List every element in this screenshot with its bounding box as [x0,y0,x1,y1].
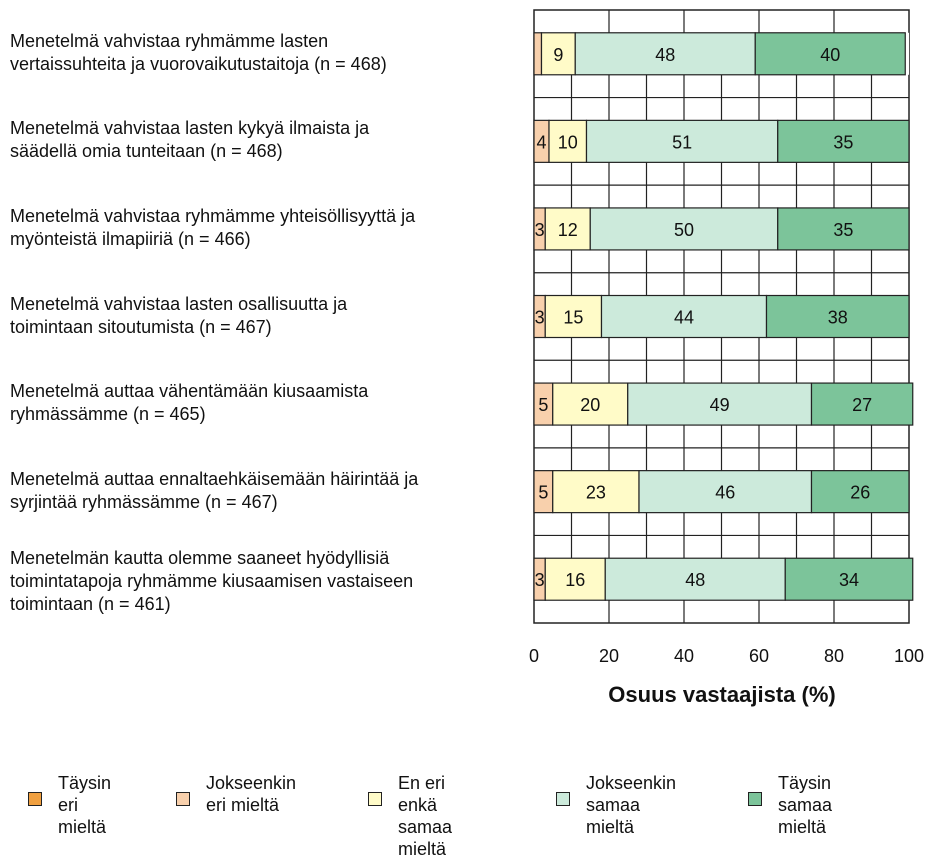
category-label-line: Menetelmä vahvistaa lasten osallisuutta ja [10,293,348,314]
data-label: 20 [580,395,601,416]
x-axis-ticks [529,646,924,666]
legend-label-line: samaa mieltä [778,795,833,837]
legend-label-line: samaa mieltä [398,817,453,859]
data-label: 12 [557,219,578,240]
category-label-line: toimintaan (n = 461) [10,593,171,614]
data-label: 48 [655,44,676,65]
category-label [10,468,510,514]
category-label-line: Menetelmä vahvistaa ryhmämme yhteisöllisyyttä ja [10,205,416,226]
data-label: 50 [673,219,695,240]
data-label: 38 [827,307,848,328]
legend-swatch [748,792,762,806]
category-label-line: Menetelmä auttaa vähentämään kiusaamista [10,381,369,402]
category-label [10,30,510,76]
category-label-line: toimintaan sitoutumista (n = 467) [10,316,272,337]
category-label-line: syrjintää ryhmässämme (n = 467) [10,491,278,512]
data-label: 9 [553,44,564,65]
legend-label [206,772,296,816]
legend-label [58,772,111,838]
legend-swatch [556,792,570,806]
data-label: 3 [534,219,545,240]
data-label: 27 [852,395,873,416]
x-tick-label: 40 [673,646,695,666]
category-label-line: toimintatapoja ryhmämme kiusaamisen vastaiseen [10,570,414,591]
data-label: 3 [534,570,545,591]
x-axis-title: Osuus vastaajista (%) [608,682,836,707]
category-label-line: säädellä omia tunteitaan (n = 468) [10,141,283,162]
legend-label-line: Jokseenkin [206,773,297,793]
category-label-line: myönteistä ilmapiiriä (n = 466) [10,228,251,249]
x-tick-label: 20 [598,646,620,666]
data-label: 40 [820,44,841,65]
data-label: 23 [585,482,606,503]
data-label: 15 [563,307,584,328]
legend-label-line: eri mieltä [206,795,280,815]
data-label: 35 [833,132,854,153]
category-label-line: vertaissuhteita ja vuorovaikutustaitoja (n = 468) [10,53,387,74]
legend-label-line: Jokseenkin [586,773,677,793]
data-label: 5 [538,395,549,416]
category-label-line: Menetelmän kautta olemme saaneet hyödyllisiä [10,547,390,568]
x-tick-label: 60 [748,646,770,666]
x-tick-label: 80 [823,646,845,666]
data-label: 34 [838,570,860,591]
data-label: 44 [673,307,695,328]
category-label-line: Menetelmä auttaa ennaltaehkäisemään häirintää ja [10,468,419,489]
data-label: 10 [557,132,578,153]
legend-label-line: Täysin [778,773,832,793]
category-label [10,117,510,163]
legend-swatch [28,792,42,806]
legend-swatch [176,792,190,806]
data-label: 48 [685,570,706,591]
data-label: 16 [565,570,586,591]
category-label-line: Menetelmä vahvistaa ryhmämme lasten [10,30,329,51]
legend-label [398,772,452,860]
data-label: 4 [536,132,547,153]
data-label: 3 [534,307,545,328]
category-label [10,547,510,616]
x-tick-label: 100 [893,646,925,666]
data-label: 26 [850,482,871,503]
legend-label-line: En eri enkä [398,773,446,815]
legend-label [586,772,676,838]
category-label-line: ryhmässämme (n = 465) [10,404,206,425]
data-label: 49 [709,395,730,416]
legend-swatch [368,792,382,806]
data-label: 51 [672,132,693,153]
legend-label-line: eri mieltä [58,795,107,837]
legend-label-line: Täysin [58,773,112,793]
category-label [10,205,510,251]
data-label: 5 [538,482,549,503]
category-label [10,293,510,339]
x-tick-label: 0 [528,646,540,666]
data-label: 46 [715,482,736,503]
data-label: 35 [833,219,854,240]
legend-label-line: samaa mieltä [586,795,641,837]
category-label [10,380,510,426]
bar-segment [534,33,542,75]
legend-label [778,772,832,838]
category-label-line: Menetelmä vahvistaa lasten kykyä ilmaista ja [10,118,370,139]
